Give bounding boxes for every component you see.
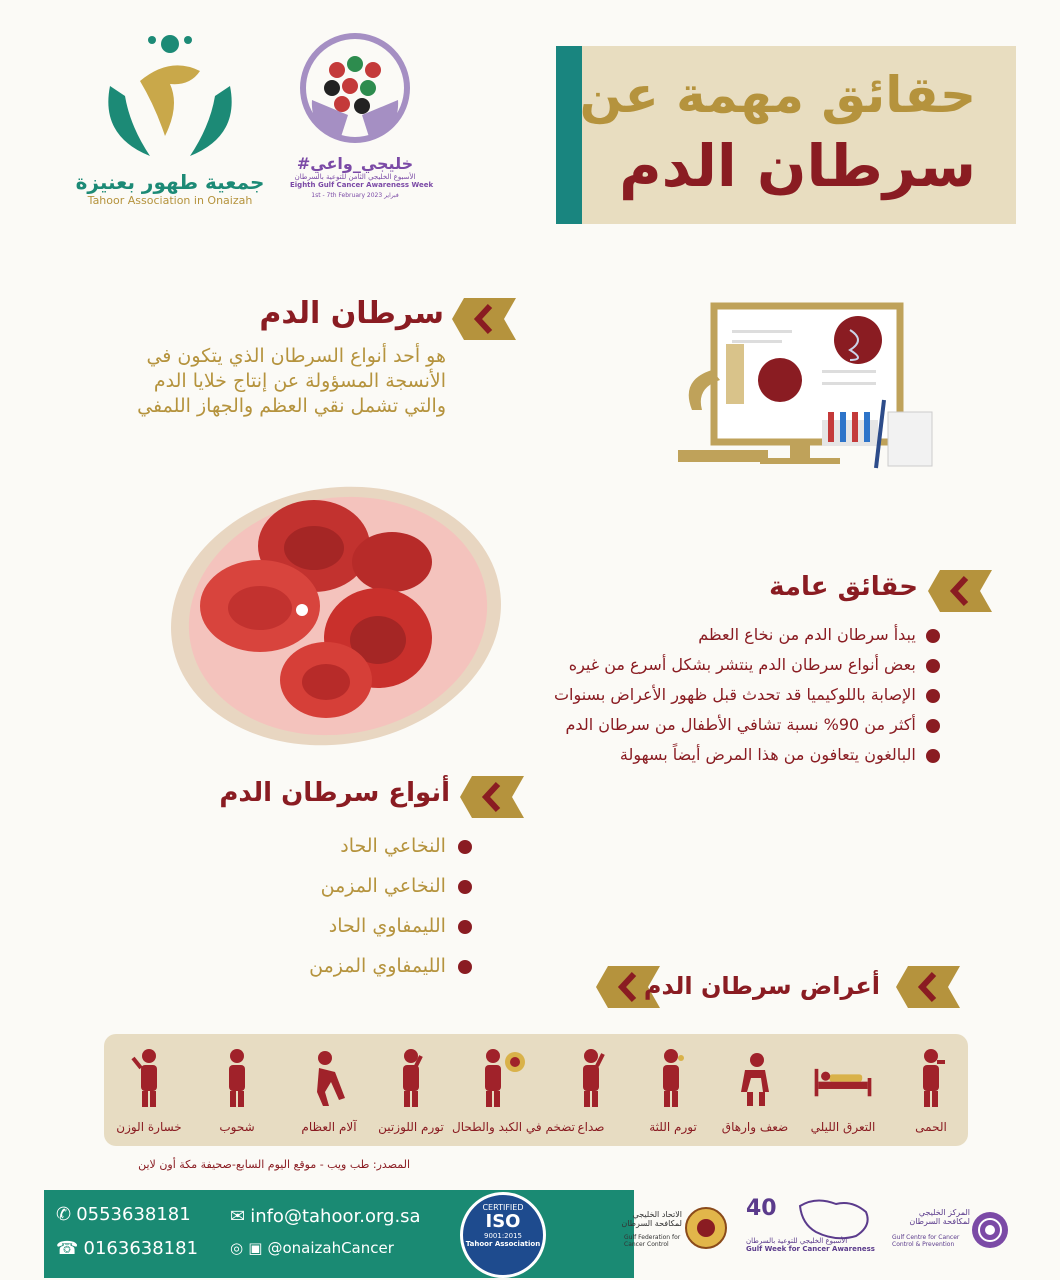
campaign-name-en: Eighth Gulf Cancer Awareness Week xyxy=(290,181,434,189)
symptom-item xyxy=(892,1034,970,1146)
types-list xyxy=(309,826,472,986)
partner-gccc-logo xyxy=(890,1206,1014,1266)
email-text[interactable]: info@tahoor.org.sa xyxy=(250,1206,421,1227)
gulf-map-icon xyxy=(796,1196,876,1244)
symptoms-badge-icon xyxy=(896,966,960,1008)
campaign-hashtag: #خليجي_واعي xyxy=(296,154,414,173)
instagram-icon: ◎ xyxy=(230,1239,244,1257)
lab-illustration-icon xyxy=(672,300,942,472)
tahoor-emblem-icon xyxy=(70,26,270,166)
bone-pain-icon xyxy=(309,1048,349,1108)
types-heading: أنواع سرطان الدم xyxy=(219,778,450,808)
night-sweat-icon xyxy=(811,1048,875,1108)
symptom-label: خسارة الوزن xyxy=(116,1120,182,1134)
fact-text: يبدأ سرطان الدم من نخاع العظم xyxy=(698,625,916,644)
partner-gfcc-logo xyxy=(620,1204,730,1264)
partner-gwca-logo xyxy=(746,1196,882,1276)
symptoms-heading: أعراض سرطان الدم xyxy=(643,972,880,1000)
list-item xyxy=(309,906,472,946)
symptom-item xyxy=(290,1034,368,1146)
gfcc-name-en: Gulf Federation for Cancer Control xyxy=(624,1234,681,1248)
campaign-emblem-icon xyxy=(290,30,420,150)
list-item xyxy=(554,650,940,680)
bullet-icon xyxy=(458,960,472,974)
symptom-item xyxy=(804,1034,882,1146)
symptom-label: صداع xyxy=(577,1120,605,1134)
list-item xyxy=(554,680,940,710)
iso-number: 9001:2015 xyxy=(484,1232,522,1240)
iso-badge xyxy=(460,1192,546,1278)
symptom-label: تورم اللثة xyxy=(649,1120,697,1134)
campaign-logo xyxy=(290,30,434,210)
types-badge-icon xyxy=(460,776,524,818)
gfcc-emblem-icon xyxy=(684,1206,728,1250)
intro-heading: سرطان الدم xyxy=(259,296,444,331)
gwca-number: 40 xyxy=(746,1196,777,1221)
bullet-icon xyxy=(458,840,472,854)
tonsil-swelling-icon xyxy=(391,1048,431,1108)
intro-line: والتي تشمل نقي العظم والجهاز اللمفي xyxy=(137,395,446,417)
type-text: النخاعي الحاد xyxy=(340,835,446,857)
bullet-icon xyxy=(926,629,940,643)
telephone-icon: ☎ xyxy=(56,1238,79,1259)
list-item xyxy=(554,710,940,740)
symptom-label: التعرق الليلي xyxy=(810,1120,876,1134)
facts-list xyxy=(554,620,940,770)
iso-org: Tahoor Association xyxy=(465,1240,541,1248)
source-note: المصدر: طب ويب - موقع اليوم السابع-صحيفة مكة أون لاين xyxy=(138,1158,410,1171)
symptom-label: الحمى xyxy=(915,1120,947,1134)
phone1-row xyxy=(56,1204,191,1225)
headache-icon xyxy=(571,1048,611,1108)
iso-label: ISO xyxy=(485,1211,521,1232)
bullet-icon xyxy=(926,719,940,733)
bullet-icon xyxy=(926,659,940,673)
tahoor-name-en: Tahoor Association in Onaizah xyxy=(87,194,253,207)
page-title-line1: حقائق مهمة عن xyxy=(579,66,976,124)
phone2-text[interactable]: 0163638181 xyxy=(83,1238,199,1259)
pallor-icon xyxy=(217,1048,257,1108)
fatigue-icon xyxy=(735,1048,775,1108)
list-item xyxy=(554,620,940,650)
social-handle[interactable]: @onaizahCancer xyxy=(267,1239,394,1257)
campaign-name-ar: الأسبوع الخليجي الثامن للتوعية بالسرطان xyxy=(294,173,416,181)
symptom-item xyxy=(716,1034,794,1146)
type-text: الليمفاوي المزمن xyxy=(309,955,446,977)
symptom-label: ضعف وارهاق xyxy=(721,1120,789,1134)
gum-swelling-icon xyxy=(653,1048,693,1108)
social-row xyxy=(230,1238,394,1257)
fact-text: الإصابة باللوكيميا قد تحدث قبل ظهور الأعراض بسنوات xyxy=(553,685,916,704)
facts-badge-icon xyxy=(928,570,992,612)
list-item xyxy=(309,946,472,986)
symptom-label: تورم اللوزتين xyxy=(378,1120,444,1134)
symptom-label: تضخم في الكبد والطحال xyxy=(452,1120,575,1134)
phone2-row xyxy=(56,1238,198,1259)
symptom-item xyxy=(372,1034,450,1146)
page-title-line2: سرطان الدم xyxy=(619,132,976,200)
symptoms-strip xyxy=(104,1034,968,1146)
email-row xyxy=(230,1206,421,1227)
symptom-item xyxy=(634,1034,712,1146)
list-item xyxy=(554,740,940,770)
gccc-name-ar: المركز الخليجي لمكافحة السرطان xyxy=(909,1208,970,1226)
symptom-item xyxy=(198,1034,276,1146)
tahoor-name-ar: جمعية طهور بعنيزة xyxy=(75,170,265,194)
symptom-item xyxy=(110,1034,188,1146)
fact-text: أكثر من 90% نسبة تشافي الأطفال من سرطان الدم xyxy=(565,715,916,734)
gccc-emblem-icon xyxy=(970,1208,1010,1252)
phone1-text[interactable]: 0553638181 xyxy=(76,1204,191,1225)
symptom-label: آلام العظام xyxy=(301,1120,357,1134)
bullet-icon xyxy=(458,920,472,934)
type-text: الليمفاوي الحاد xyxy=(328,915,446,937)
mail-icon: ✉ xyxy=(230,1206,246,1227)
intro-line: الأنسجة المسؤولة عن إنتاج خلايا الدم xyxy=(153,370,446,392)
whatsapp-icon: ✆ xyxy=(56,1204,72,1225)
intro-line: هو أحد أنواع السرطان الذي يتكون في xyxy=(146,345,446,367)
intro-badge-icon xyxy=(452,298,516,340)
twitter-icon: ▣ xyxy=(248,1239,263,1257)
facts-heading: حقائق عامة xyxy=(769,572,918,602)
gfcc-name-ar: الاتحاد الخليجي لمكافحة السرطان xyxy=(621,1210,682,1228)
tahoor-logo xyxy=(70,26,270,216)
fever-icon xyxy=(911,1048,951,1108)
campaign-dates: 1st - 7th February 2023 فبراير xyxy=(311,192,399,199)
fact-text: بعض أنواع سرطان الدم ينتشر بشكل أسرع من غيره xyxy=(568,655,916,674)
gccc-name-en: Gulf Centre for Cancer Control & Prevention xyxy=(892,1234,960,1248)
bullet-icon xyxy=(926,749,940,763)
gwca-name-ar: الأسبوع الخليجي للتوعية بالسرطان xyxy=(746,1237,848,1245)
iso-certified: CERTIFIED xyxy=(482,1203,524,1212)
symptom-label: شحوب xyxy=(219,1120,255,1134)
liver-spleen-icon xyxy=(477,1048,527,1108)
type-text: النخاعي المزمن xyxy=(320,875,446,897)
blood-cells-icon xyxy=(166,476,506,756)
title-accent-bar xyxy=(556,46,582,224)
intro-body xyxy=(137,344,446,419)
fact-text: البالغون يتعافون من هذا المرض أيضاً بسهولة xyxy=(619,745,916,764)
list-item xyxy=(309,826,472,866)
weight-loss-icon xyxy=(129,1048,169,1108)
bullet-icon xyxy=(458,880,472,894)
list-item xyxy=(309,866,472,906)
bullet-icon xyxy=(926,689,940,703)
gwca-name-en: Gulf Week for Cancer Awareness xyxy=(746,1245,875,1253)
symptom-item xyxy=(452,1034,575,1146)
